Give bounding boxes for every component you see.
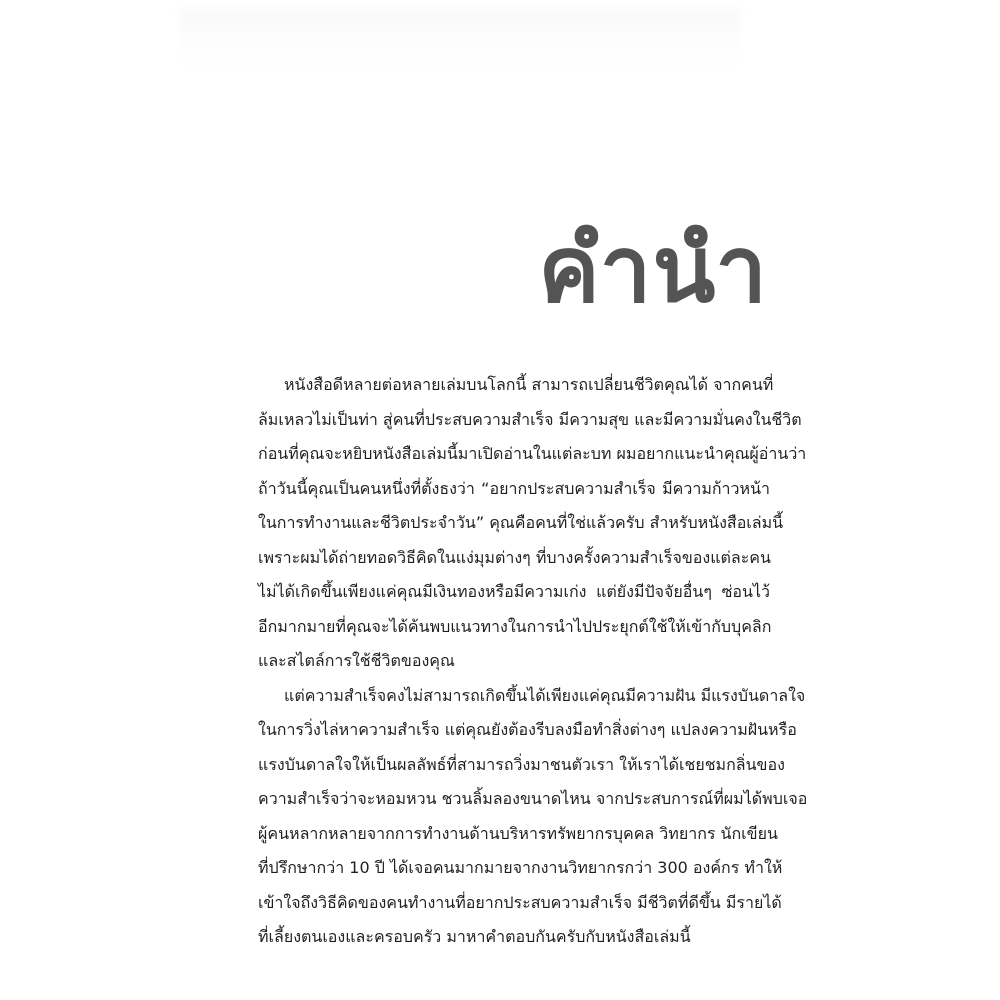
text-line: ก่อนที่คุณจะหยิบหนังสือเล่มนี้มาเปิดอ่านในแต่ละบท ผมอยากแนะนำคุณผู้อ่านว่า — [258, 444, 807, 463]
text-line: ที่เลี้ยงตนเองและครอบครัว มาหาคำตอบกันครับกับหนังสือเล่มนี้ — [258, 927, 691, 946]
text-line: ในการทำงานและชีวิตประจำวัน” คุณคือคนที่ใช่แล้วครับ สำหรับหนังสือเล่มนี้ — [258, 513, 784, 532]
text-line: หนังสือดีหลายต่อหลายเล่มบนโลกนี้ สามารถเปลี่ยนชีวิตคุณได้ จากคนที่ — [284, 375, 774, 394]
text-line: ล้มเหลวไม่เป็นท่า สู่คนที่ประสบความสำเร็จ มีความสุข และมีความมั่นคงในชีวิต — [258, 409, 802, 429]
text-line: แต่ความสำเร็จคงไม่สามารถเกิดขึ้นได้เพียงแค่คุณมีความฝัน มีแรงบันดาลใจ — [284, 685, 806, 705]
preface-body — [258, 368, 808, 955]
text-line: ความสำเร็จว่าจะหอมหวน ชวนลิ้มลองขนาดไหน จากประสบการณ์ที่ผมได้พบเจอ — [258, 789, 808, 808]
text-line: ที่ปรึกษากว่า 10 ปี ได้เจอคนมากมายจากงานวิทยากรกว่า 300 องค์กร ทำให้ — [258, 858, 783, 877]
text-line: ถ้าวันนี้คุณเป็นคนหนึ่งที่ตั้งธงว่า “อยากประสบความสำเร็จ มีความก้าวหน้า — [258, 478, 770, 498]
text-line: และสไตล์การใช้ชีวิตของคุณ — [258, 651, 455, 670]
text-line: แรงบันดาลใจให้เป็นผลลัพธ์ที่สามารถวิ่งมาชนตัวเรา ให้เราได้เชยชมกลิ่นของ — [258, 754, 785, 774]
text-line: เพราะผมได้ถ่ายทอดวิธีคิดในแง่มุมต่างๆ ที่บางครั้งความสำเร็จของแต่ละคน — [258, 547, 771, 567]
text-line: ในการวิ่งไล่หาความสำเร็จ แต่คุณยังต้องรีบลงมือทำสิ่งต่างๆ แปลงความฝันหรือ — [258, 720, 797, 739]
text-line: ผู้คนหลากหลายจากการทำงานด้านบริหารทรัพยากรบุคคล วิทยากร นักเขียน — [258, 823, 778, 843]
text-line: เข้าใจถึงวิธีคิดของคนทำงานที่อยากประสบความสำเร็จ มีชีวิตที่ดีขึ้น มีรายได้ — [258, 892, 782, 912]
text-line: อีกมากมายที่คุณจะได้ค้นพบแนวทางในการนำไปประยุกต์ใช้ให้เข้ากับบุคลิก — [258, 616, 772, 636]
show-through-text-shadow — [180, 8, 740, 68]
page-title: คำนำ — [538, 216, 768, 323]
paragraph-2 — [258, 679, 808, 955]
paragraph-1 — [258, 368, 807, 679]
text-line: ไม่ได้เกิดขึ้นเพียงแค่คุณมีเงินทองหรือมีความเก่ง แต่ยังมีปัจจัยอื่นๆ ซ่อนไว้ — [258, 582, 770, 601]
